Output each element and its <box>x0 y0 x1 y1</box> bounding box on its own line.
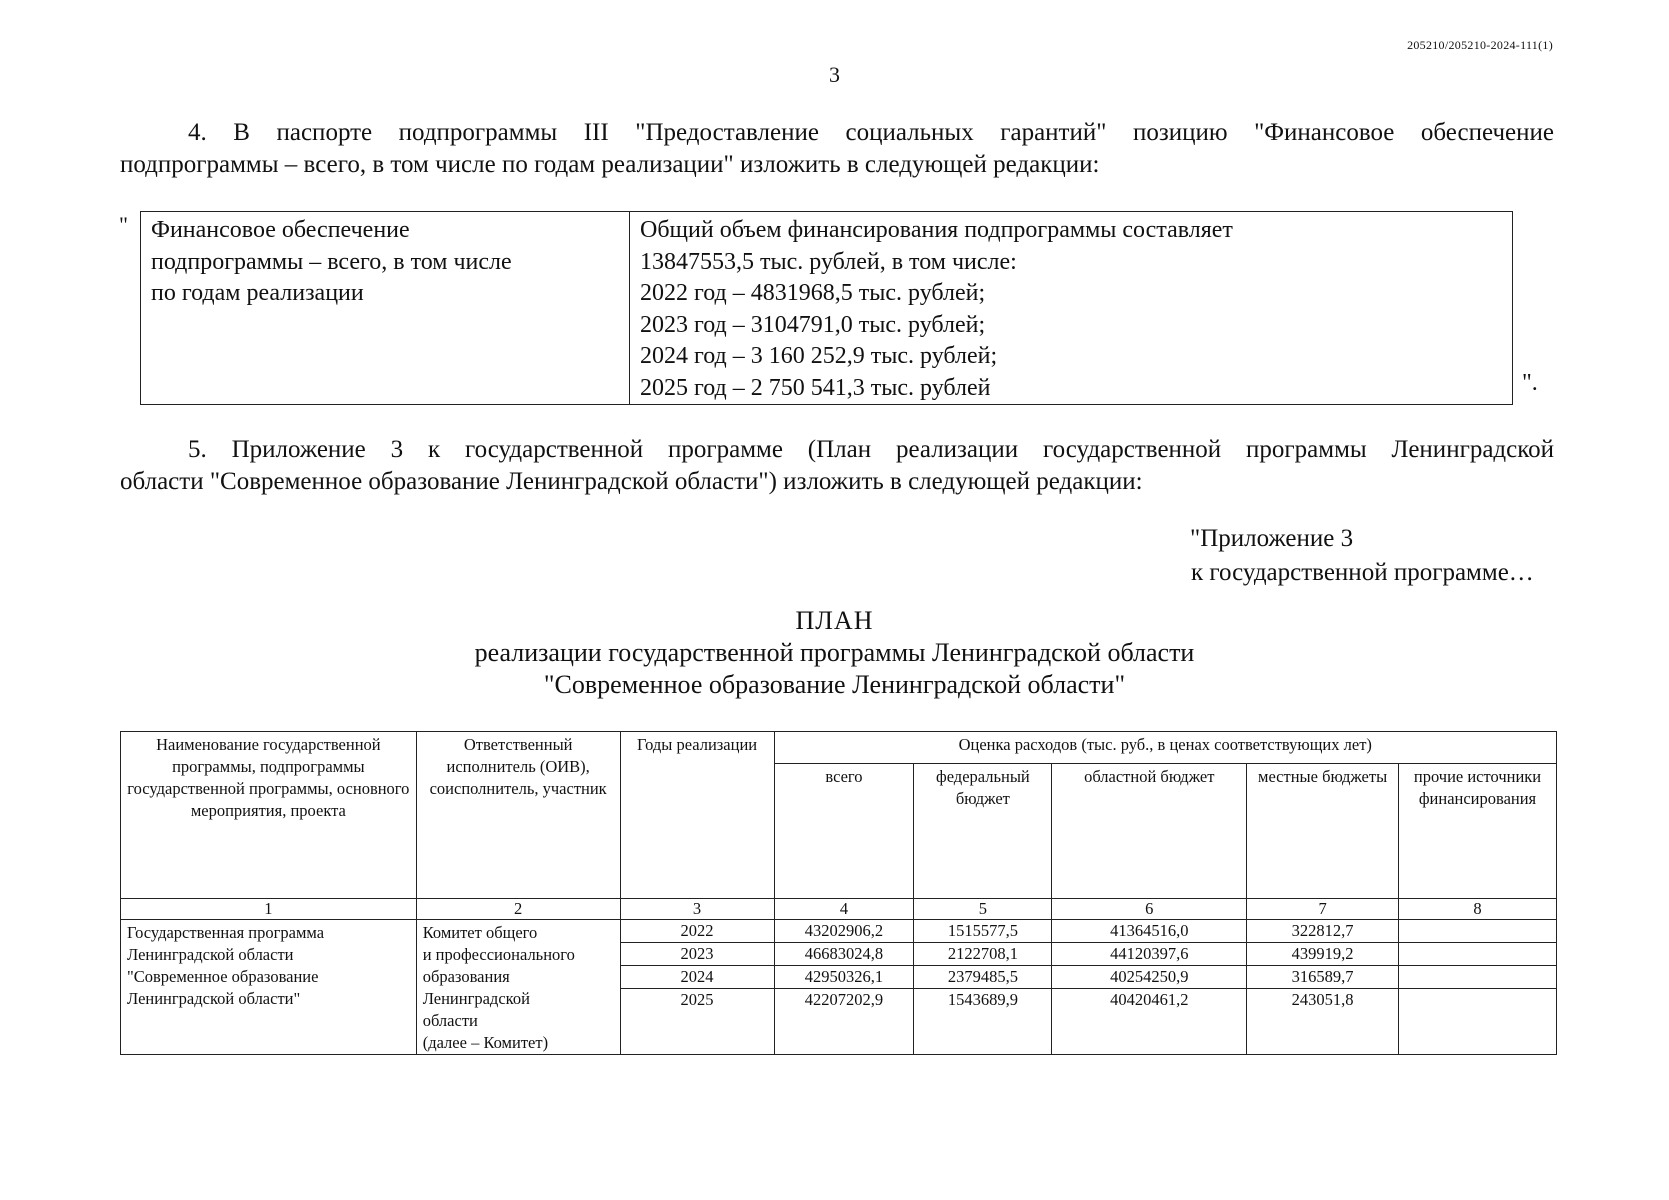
paragraph-4 <box>120 117 1554 181</box>
federal-cell: 1515577,5 <box>914 920 1052 943</box>
column-number: 7 <box>1247 899 1399 920</box>
federal-cell: 1543689,9 <box>914 988 1052 1054</box>
financing-value-line: Общий объем финансирования подпрограммы составляет <box>640 217 1233 243</box>
document-id: 205210/205210-2024-111(1) <box>1407 38 1553 52</box>
financing-value-line: 2025 год – 2 750 541,3 тыс. рублей <box>640 374 991 401</box>
financing-label-cell <box>141 212 630 405</box>
header-years: Годы реализации <box>620 732 774 899</box>
year-cell: 2024 <box>620 965 774 988</box>
plan-title-program: "Современное образование Ленинградской области" <box>543 670 1126 699</box>
federal-cell: 2379485,5 <box>914 965 1052 988</box>
other-cell <box>1399 988 1557 1054</box>
local-cell: 316589,7 <box>1247 965 1399 988</box>
financing-value-line: 13847553,5 тыс. рублей, в том числе: <box>640 248 1017 275</box>
responsible-line: образования <box>422 967 510 986</box>
financing-value-cell <box>630 212 1513 405</box>
local-cell: 243051,8 <box>1247 988 1399 1054</box>
other-cell <box>1399 965 1557 988</box>
header-other: прочие источники финансирования <box>1399 764 1557 899</box>
total-cell: 43202906,2 <box>774 920 914 943</box>
responsible-cell <box>416 920 620 1055</box>
responsible-line: Комитет общего <box>422 923 538 942</box>
plan-title-heading: ПЛАН <box>795 606 874 635</box>
quote-close: ". <box>1522 370 1538 396</box>
program-name-line: Государственная программа <box>127 923 325 942</box>
regional-cell: 44120397,6 <box>1052 942 1247 965</box>
paragraph-5-line-2: области "Современное образование Ленинградской области") изложить в следующей редакции: <box>120 468 1143 495</box>
appendix-line-1: "Приложение 3 <box>1190 525 1354 552</box>
financing-value-line: 2022 год – 4831968,5 тыс. рублей; <box>640 280 986 306</box>
financing-table <box>140 211 1513 405</box>
total-cell: 42950326,1 <box>774 965 914 988</box>
header-name: Наименование государственной программы, подпрограммы государственной программы, основного мероприятия, проекта <box>121 732 417 899</box>
year-cell: 2025 <box>620 988 774 1054</box>
plan-title-subtitle: реализации государственной программы Ленинградской области <box>474 638 1195 667</box>
federal-cell: 2122708,1 <box>914 942 1052 965</box>
column-number: 3 <box>620 899 774 920</box>
financing-label-line: по годам реализации <box>151 280 364 306</box>
header-local: местные бюджеты <box>1247 764 1399 899</box>
program-name-line: "Современное образование <box>127 967 319 986</box>
program-name-cell <box>121 920 417 1055</box>
financing-label-line: подпрограммы – всего, в том числе <box>151 248 512 275</box>
column-number: 6 <box>1052 899 1247 920</box>
financing-value-line: 2023 год – 3104791,0 тыс. рублей; <box>640 311 986 338</box>
responsible-line: (далее – Комитет) <box>422 1033 549 1052</box>
plan-table <box>120 731 1557 1055</box>
column-number: 2 <box>416 899 620 920</box>
regional-cell: 40254250,9 <box>1052 965 1247 988</box>
local-cell: 439919,2 <box>1247 942 1399 965</box>
appendix-note <box>1190 522 1534 590</box>
column-number: 1 <box>121 899 417 920</box>
paragraph-4-line-2: подпрограммы – всего, в том числе по годам реализации" изложить в следующей редакции: <box>120 151 1100 178</box>
local-cell: 322812,7 <box>1247 920 1399 943</box>
plan-title <box>0 605 1669 701</box>
responsible-line: Ленинградской <box>422 989 530 1008</box>
header-expenses: Оценка расходов (тыс. руб., в ценах соответствующих лет) <box>774 732 1557 764</box>
total-cell: 42207202,9 <box>774 988 914 1054</box>
column-number: 5 <box>914 899 1052 920</box>
column-number: 8 <box>1399 899 1557 920</box>
financing-label-line: Финансовое обеспечение <box>151 217 410 243</box>
column-number: 4 <box>774 899 914 920</box>
header-federal: федеральный бюджет <box>914 764 1052 899</box>
table-row <box>121 920 1557 943</box>
regional-cell: 40420461,2 <box>1052 988 1247 1054</box>
year-cell: 2023 <box>620 942 774 965</box>
appendix-line-2: к государственной программе… <box>1191 559 1534 586</box>
total-cell: 46683024,8 <box>774 942 914 965</box>
page-number: 3 <box>829 62 840 87</box>
header-responsible: Ответственный исполнитель (ОИВ), соисполнитель, участник <box>416 732 620 899</box>
other-cell <box>1399 920 1557 943</box>
program-name-line: Ленинградской области <box>127 945 294 964</box>
responsible-line: области <box>422 1011 478 1030</box>
financing-value-line: 2024 год – 3 160 252,9 тыс. рублей; <box>640 343 998 369</box>
header-regional: областной бюджет <box>1052 764 1247 899</box>
paragraph-5-line-1: 5. Приложение 3 к государственной программе (План реализации государственной программы Ленинградской <box>188 436 1554 463</box>
quote-open: " <box>119 212 128 237</box>
other-cell <box>1399 942 1557 965</box>
regional-cell: 41364516,0 <box>1052 920 1247 943</box>
header-total: всего <box>774 764 914 899</box>
year-cell: 2022 <box>620 920 774 943</box>
responsible-line: и профессионального <box>422 945 575 964</box>
paragraph-4-line-1: 4. В паспорте подпрограммы III "Предоставление социальных гарантий" позицию "Финансовое обеспечение <box>188 119 1554 146</box>
paragraph-5 <box>120 434 1554 498</box>
program-name-line: Ленинградской области" <box>127 989 301 1008</box>
